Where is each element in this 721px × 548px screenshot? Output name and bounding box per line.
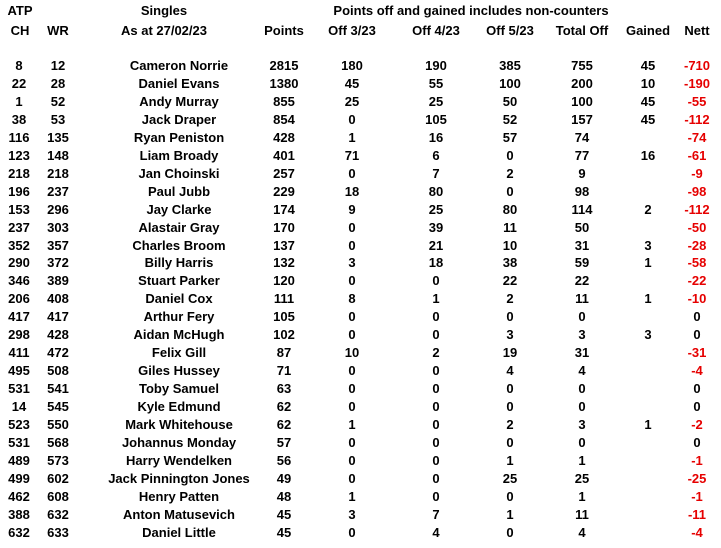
- cell-atp-ch: 38: [11, 111, 27, 127]
- cell-points: 63: [276, 381, 292, 397]
- cell-nett: -112: [684, 201, 710, 217]
- cell-off-4-23: 0: [432, 273, 440, 289]
- cell-off-3-23: 8: [348, 291, 356, 307]
- cell-nett: -112: [684, 111, 710, 127]
- cell-off-3-23: 0: [348, 237, 356, 253]
- cell-off-5-23: 0: [506, 183, 514, 199]
- cell-off-5-23: 385: [499, 58, 521, 73]
- table-row: [0, 506, 721, 524]
- cell-gained: 10: [640, 75, 656, 91]
- cell-off-3-23: 3: [348, 506, 356, 522]
- cell-nett: -4: [691, 363, 703, 379]
- cell-atp-ch: 632: [8, 524, 30, 540]
- cell-nett: 0: [693, 434, 701, 450]
- cell-atp-ch: 388: [8, 506, 30, 522]
- cell-nett: -61: [687, 147, 707, 163]
- cell-off-5-23: 19: [502, 345, 518, 361]
- cell-off-5-23: 11: [503, 219, 517, 235]
- cell-nett: -28: [687, 237, 707, 253]
- cell-nett: -9: [691, 165, 703, 181]
- cell-total-off: 114: [571, 201, 593, 217]
- cell-off-3-23: 0: [348, 524, 356, 540]
- table-row: [0, 237, 721, 255]
- cell-total-off: 22: [574, 273, 590, 289]
- cell-nett: 0: [693, 309, 701, 325]
- cell-nett: -190: [683, 75, 711, 91]
- cell-wr: 148: [47, 147, 69, 163]
- header-gained: Gained: [625, 23, 671, 38]
- table-row: [0, 326, 721, 344]
- cell-off-4-23: 2: [432, 345, 440, 361]
- cell-atp-ch: 196: [8, 183, 30, 199]
- cell-nett: -1: [691, 488, 703, 504]
- cell-atp-ch: 411: [8, 345, 30, 361]
- cell-total-off: 755: [571, 58, 593, 73]
- cell-total-off: 0: [578, 381, 586, 397]
- cell-off-4-23: 0: [432, 381, 440, 397]
- cell-gained: 45: [640, 93, 656, 109]
- cell-player-name: Cameron Norrie: [129, 58, 229, 73]
- cell-points: 62: [276, 417, 292, 432]
- cell-wr: 303: [47, 219, 69, 235]
- cell-wr: 218: [47, 165, 69, 181]
- cell-nett: -2: [691, 417, 703, 432]
- cell-off-4-23: 1: [432, 291, 440, 307]
- cell-off-3-23: 0: [348, 434, 356, 450]
- cell-wr: 296: [47, 201, 69, 217]
- cell-atp-ch: 8: [15, 58, 23, 73]
- cell-total-off: 3: [578, 327, 586, 343]
- table-row: [0, 362, 721, 380]
- cell-off-3-23: 0: [348, 470, 356, 486]
- cell-off-5-23: 3: [506, 327, 514, 343]
- cell-wr: 135: [47, 129, 69, 145]
- cell-nett: -11: [687, 506, 707, 522]
- header-points: Points: [264, 23, 304, 38]
- cell-nett: -58: [687, 255, 707, 271]
- table-row: [0, 470, 721, 488]
- cell-points: 855: [273, 93, 295, 109]
- cell-off-3-23: 71: [344, 147, 360, 163]
- cell-off-5-23: 57: [502, 129, 518, 145]
- cell-off-4-23: 55: [428, 75, 444, 91]
- cell-off-5-23: 25: [502, 470, 518, 486]
- cell-off-3-23: 3: [348, 255, 356, 271]
- cell-player-name: Paul Jubb: [147, 183, 211, 199]
- cell-player-name: Jack Draper: [141, 111, 217, 127]
- cell-points: 45: [276, 506, 292, 522]
- header-off-3-23: Off 3/23: [328, 23, 376, 38]
- cell-gained: 45: [640, 58, 656, 73]
- cell-off-4-23: 0: [432, 309, 440, 325]
- cell-player-name: Ryan Peniston: [133, 129, 225, 145]
- cell-off-4-23: 0: [432, 417, 440, 432]
- cell-wr: 550: [47, 417, 69, 432]
- cell-wr: 408: [47, 291, 69, 307]
- table-row: [0, 111, 721, 129]
- cell-off-4-23: 16: [428, 129, 444, 145]
- cell-points: 854: [273, 111, 295, 127]
- cell-off-3-23: 10: [344, 345, 360, 361]
- cell-off-5-23: 0: [506, 309, 514, 325]
- cell-off-5-23: 1: [506, 506, 514, 522]
- cell-wr: 12: [50, 58, 66, 73]
- cell-wr: 545: [47, 399, 69, 415]
- cell-total-off: 31: [574, 345, 590, 361]
- cell-off-5-23: 22: [502, 273, 518, 289]
- cell-total-off: 25: [574, 470, 590, 486]
- cell-gained: 2: [644, 201, 652, 217]
- cell-off-3-23: 0: [348, 381, 356, 397]
- table-row: [0, 434, 721, 452]
- cell-off-3-23: 9: [348, 201, 356, 217]
- cell-atp-ch: 523: [8, 417, 30, 432]
- cell-points: 170: [273, 219, 295, 235]
- cell-total-off: 9: [578, 165, 586, 181]
- cell-atp-ch: 1: [15, 93, 23, 109]
- table-row: [0, 165, 721, 183]
- cell-off-5-23: 1: [506, 452, 514, 468]
- cell-off-4-23: 0: [432, 399, 440, 415]
- cell-gained: 1: [644, 291, 652, 307]
- cell-player-name: Harry Wendelken: [126, 452, 232, 468]
- cell-player-name: Alastair Gray: [138, 219, 220, 235]
- table-row: [0, 380, 721, 398]
- cell-total-off: 74: [574, 129, 590, 145]
- cell-total-off: 200: [571, 75, 593, 91]
- cell-points: 257: [273, 165, 295, 181]
- cell-off-3-23: 0: [348, 452, 356, 468]
- table-row: [0, 93, 721, 111]
- cell-off-4-23: 4: [432, 524, 440, 540]
- cell-off-3-23: 18: [344, 183, 360, 199]
- cell-off-5-23: 2: [506, 417, 514, 432]
- cell-nett: 0: [693, 327, 701, 343]
- cell-off-5-23: 0: [506, 147, 514, 163]
- cell-player-name: Daniel Evans: [138, 75, 220, 91]
- cell-atp-ch: 123: [8, 147, 30, 163]
- cell-player-name: Liam Broady: [139, 147, 219, 163]
- cell-off-4-23: 0: [432, 488, 440, 504]
- cell-atp-ch: 206: [8, 291, 30, 307]
- cell-wr: 568: [47, 434, 69, 450]
- cell-total-off: 59: [574, 255, 590, 271]
- cell-atp-ch: 22: [11, 75, 27, 91]
- cell-wr: 52: [50, 93, 66, 109]
- cell-atp-ch: 499: [8, 470, 30, 486]
- cell-off-4-23: 39: [428, 219, 444, 235]
- cell-off-3-23: 45: [344, 75, 360, 91]
- cell-points: 428: [273, 129, 295, 145]
- cell-player-name: Andy Murray: [139, 93, 219, 109]
- cell-nett: -22: [687, 273, 707, 289]
- cell-atp-ch: 417: [8, 309, 30, 325]
- cell-wr: 608: [47, 488, 69, 504]
- cell-points: 132: [273, 255, 295, 271]
- cell-nett: -98: [687, 183, 707, 199]
- table-row: [0, 129, 721, 147]
- cell-off-4-23: 190: [425, 58, 447, 73]
- cell-off-4-23: 18: [428, 255, 444, 271]
- table-row: [0, 416, 721, 434]
- cell-atp-ch: 489: [8, 452, 30, 468]
- cell-atp-ch: 14: [11, 399, 27, 415]
- cell-points: 401: [273, 147, 295, 163]
- table-row: [0, 272, 721, 290]
- cell-wr: 573: [47, 452, 69, 468]
- cell-total-off: 77: [574, 147, 590, 163]
- table-row: [0, 219, 721, 237]
- cell-player-name: Stuart Parker: [138, 273, 220, 289]
- header-atp: ATP: [7, 3, 33, 18]
- header-ch: CH: [10, 23, 30, 38]
- header-wr: WR: [47, 23, 69, 38]
- cell-off-4-23: 0: [432, 327, 440, 343]
- cell-atp-ch: 531: [8, 381, 30, 397]
- cell-total-off: 0: [578, 309, 586, 325]
- cell-off-3-23: 0: [348, 273, 356, 289]
- cell-nett: -74: [687, 129, 707, 145]
- cell-points: 49: [276, 470, 292, 486]
- cell-off-4-23: 6: [432, 147, 440, 163]
- header-off-4-23: Off 4/23: [412, 23, 460, 38]
- cell-wr: 417: [47, 309, 69, 325]
- cell-off-4-23: 0: [432, 434, 440, 450]
- table-row: [0, 308, 721, 326]
- cell-off-5-23: 80: [502, 201, 518, 217]
- cell-nett: -1: [691, 452, 703, 468]
- cell-off-3-23: 1: [348, 488, 356, 504]
- cell-wr: 372: [47, 255, 69, 271]
- cell-points: 71: [276, 363, 292, 379]
- cell-wr: 632: [47, 506, 69, 522]
- cell-total-off: 1: [578, 488, 586, 504]
- cell-off-4-23: 80: [428, 183, 444, 199]
- cell-points: 102: [273, 327, 295, 343]
- cell-points: 56: [276, 452, 292, 468]
- cell-total-off: 11: [575, 291, 589, 307]
- header-nett: Nett: [684, 23, 710, 38]
- cell-off-3-23: 0: [348, 399, 356, 415]
- cell-off-5-23: 0: [506, 524, 514, 540]
- cell-gained: 45: [640, 111, 656, 127]
- cell-player-name: Daniel Cox: [145, 291, 213, 307]
- cell-off-4-23: 0: [432, 452, 440, 468]
- cell-atp-ch: 495: [8, 363, 30, 379]
- cell-gained: 3: [644, 327, 652, 343]
- cell-nett: -50: [687, 219, 707, 235]
- header-singles: Singles: [140, 3, 188, 18]
- header-as-at: As at 27/02/23: [120, 23, 207, 38]
- cell-atp-ch: 116: [8, 129, 30, 145]
- cell-points: 1380: [269, 75, 299, 91]
- cell-points: 62: [276, 399, 292, 415]
- cell-off-3-23: 0: [348, 309, 356, 325]
- cell-player-name: Jan Choinski: [138, 165, 220, 181]
- cell-wr: 541: [47, 381, 69, 397]
- cell-player-name: Billy Harris: [144, 255, 214, 271]
- table-row: [0, 452, 721, 470]
- cell-atp-ch: 462: [8, 488, 30, 504]
- cell-wr: 237: [47, 183, 69, 199]
- cell-player-name: Jay Clarke: [146, 201, 212, 217]
- cell-wr: 357: [47, 237, 69, 253]
- cell-points: 57: [276, 434, 292, 450]
- cell-wr: 28: [50, 75, 66, 91]
- cell-wr: 428: [47, 327, 69, 343]
- header-group: Points off and gained includes non-counters: [333, 3, 609, 18]
- cell-wr: 602: [47, 470, 69, 486]
- cell-points: 174: [273, 201, 295, 217]
- cell-gained: 16: [640, 147, 656, 163]
- table-row: [0, 398, 721, 416]
- cell-gained: 3: [644, 237, 652, 253]
- cell-off-3-23: 1: [348, 417, 356, 432]
- cell-nett: -4: [691, 524, 703, 540]
- cell-off-5-23: 0: [506, 488, 514, 504]
- cell-player-name: Aidan McHugh: [133, 327, 225, 343]
- cell-gained: 1: [644, 255, 652, 271]
- cell-total-off: 0: [578, 434, 586, 450]
- cell-wr: 472: [47, 345, 69, 361]
- cell-player-name: Mark Whitehouse: [125, 417, 233, 432]
- cell-nett: -10: [687, 291, 707, 307]
- header-total-off: Total Off: [555, 23, 609, 38]
- cell-total-off: 31: [574, 237, 590, 253]
- cell-atp-ch: 290: [8, 255, 30, 271]
- table-row: [0, 488, 721, 506]
- table-row: [0, 344, 721, 362]
- cell-nett: -31: [687, 345, 707, 361]
- cell-wr: 508: [47, 363, 69, 379]
- cell-player-name: Toby Samuel: [139, 381, 219, 397]
- cell-points: 120: [273, 273, 295, 289]
- cell-off-3-23: 0: [348, 327, 356, 343]
- cell-total-off: 4: [578, 363, 586, 379]
- cell-off-5-23: 2: [506, 291, 514, 307]
- cell-total-off: 0: [578, 399, 586, 415]
- cell-off-4-23: 7: [432, 165, 440, 181]
- cell-player-name: Henry Patten: [138, 488, 220, 504]
- cell-player-name: Charles Broom: [132, 237, 226, 253]
- cell-nett: 0: [693, 381, 701, 397]
- cell-points: 2815: [269, 58, 299, 73]
- cell-off-5-23: 0: [506, 399, 514, 415]
- cell-total-off: 4: [578, 524, 586, 540]
- table-row: [0, 75, 721, 93]
- cell-atp-ch: 153: [8, 201, 30, 217]
- table-row: [0, 290, 721, 308]
- cell-points: 105: [273, 309, 295, 325]
- cell-off-5-23: 0: [506, 381, 514, 397]
- cell-player-name: Johannus Monday: [121, 434, 237, 450]
- cell-points: 87: [276, 345, 292, 361]
- cell-off-5-23: 4: [506, 363, 514, 379]
- header-off-5-23: Off 5/23: [486, 23, 534, 38]
- table-row: [0, 147, 721, 165]
- cell-points: 137: [273, 237, 295, 253]
- cell-total-off: 1: [578, 452, 586, 468]
- cell-off-5-23: 2: [506, 165, 514, 181]
- cell-off-5-23: 50: [502, 93, 518, 109]
- cell-off-5-23: 100: [499, 75, 521, 91]
- cell-off-4-23: 25: [428, 201, 444, 217]
- cell-atp-ch: 346: [8, 273, 30, 289]
- cell-off-4-23: 25: [428, 93, 444, 109]
- cell-off-3-23: 0: [348, 363, 356, 379]
- table-row: [0, 201, 721, 219]
- table-row: [0, 183, 721, 201]
- cell-atp-ch: 531: [8, 434, 30, 450]
- cell-points: 229: [273, 183, 295, 199]
- cell-off-4-23: 21: [428, 237, 444, 253]
- table-row: [0, 524, 721, 542]
- cell-total-off: 98: [574, 183, 590, 199]
- cell-off-4-23: 7: [432, 506, 440, 522]
- cell-atp-ch: 218: [8, 165, 30, 181]
- cell-total-off: 3: [578, 417, 586, 432]
- cell-total-off: 100: [571, 93, 593, 109]
- cell-wr: 633: [47, 524, 69, 540]
- cell-total-off: 157: [571, 111, 593, 127]
- cell-nett: -25: [687, 470, 707, 486]
- cell-atp-ch: 237: [8, 219, 30, 235]
- cell-wr: 53: [50, 111, 66, 127]
- cell-off-3-23: 0: [348, 165, 356, 181]
- cell-player-name: Daniel Little: [142, 524, 216, 540]
- cell-wr: 389: [47, 273, 69, 289]
- cell-nett: 0: [693, 399, 701, 415]
- cell-player-name: Felix Gill: [151, 345, 207, 361]
- table-row: [0, 254, 721, 272]
- cell-nett: -710: [683, 58, 711, 73]
- cell-off-3-23: 1: [348, 129, 356, 145]
- cell-player-name: Arthur Fery: [143, 309, 215, 325]
- cell-off-3-23: 0: [348, 219, 356, 235]
- cell-nett: -55: [687, 93, 707, 109]
- cell-total-off: 11: [575, 506, 589, 522]
- cell-off-4-23: 0: [432, 470, 440, 486]
- cell-gained: 1: [644, 417, 652, 432]
- cell-player-name: Giles Hussey: [138, 363, 220, 379]
- cell-total-off: 50: [574, 219, 590, 235]
- cell-points: 48: [276, 488, 292, 504]
- cell-off-5-23: 38: [502, 255, 518, 271]
- cell-off-4-23: 105: [425, 111, 447, 127]
- cell-off-5-23: 10: [502, 237, 518, 253]
- cell-points: 45: [276, 524, 292, 540]
- cell-player-name: Anton Matusevich: [123, 506, 235, 522]
- cell-off-5-23: 52: [502, 111, 518, 127]
- cell-off-4-23: 0: [432, 363, 440, 379]
- cell-points: 111: [273, 291, 295, 307]
- cell-off-3-23: 180: [341, 58, 363, 73]
- cell-off-3-23: 0: [348, 111, 356, 127]
- cell-atp-ch: 352: [8, 237, 30, 253]
- cell-off-3-23: 25: [344, 93, 360, 109]
- cell-player-name: Kyle Edmund: [137, 399, 221, 415]
- cell-off-5-23: 0: [506, 434, 514, 450]
- cell-player-name: Jack Pinnington Jones: [108, 470, 250, 486]
- table-row: [0, 57, 721, 75]
- cell-atp-ch: 298: [8, 327, 30, 343]
